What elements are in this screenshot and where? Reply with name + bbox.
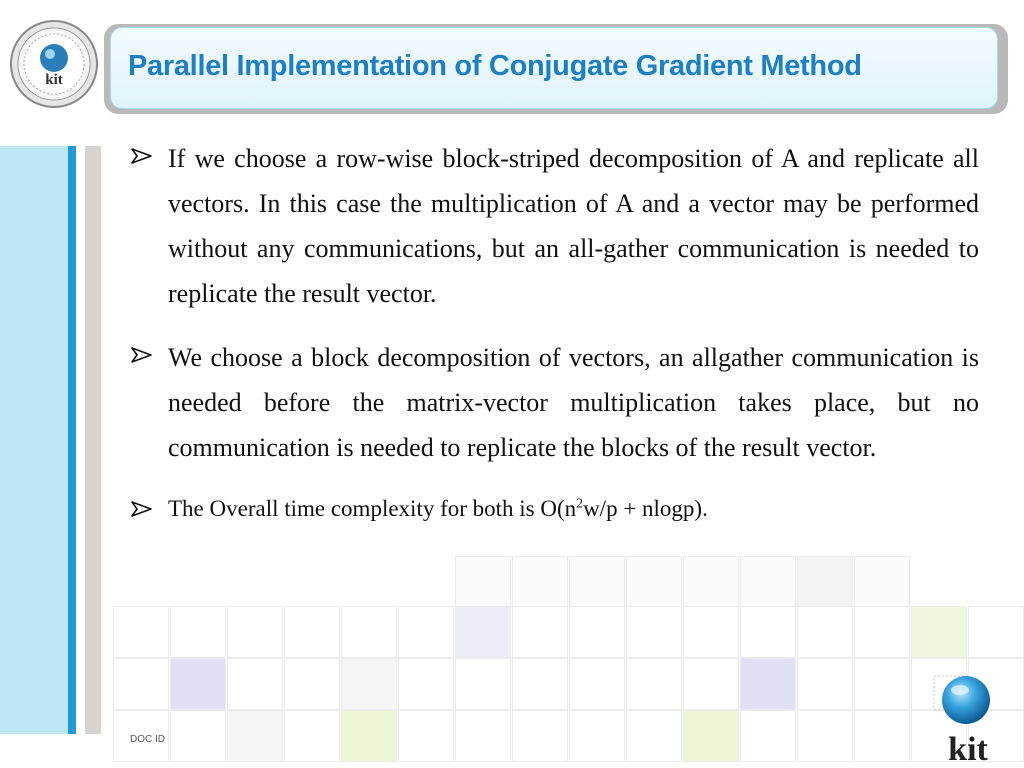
- complexity-text-start: The Overall time complexity for both is O(n: [168, 496, 577, 521]
- grid-cell: [968, 606, 1024, 658]
- bullet-text-3: [168, 493, 979, 525]
- grid-cell: [170, 606, 226, 658]
- svg-text:kit: kit: [45, 72, 63, 88]
- grid-cell: [740, 658, 796, 710]
- institute-seal-logo: [8, 18, 100, 110]
- grid-cell: [341, 606, 397, 658]
- grid-cell: [854, 606, 910, 658]
- grid-cell: [740, 606, 796, 658]
- bullet-item-1: [131, 136, 979, 316]
- slide-title: Parallel Implementation of Conjugate Gradient Method: [128, 50, 862, 82]
- grid-cell: [455, 658, 511, 710]
- grid-cell: [284, 710, 340, 762]
- grid-cell: [911, 606, 967, 658]
- grid-cell: [683, 556, 739, 608]
- grid-cell: [455, 710, 511, 762]
- bullet-item-2: [131, 335, 979, 470]
- grid-cell: [797, 556, 853, 608]
- grid-cell: [797, 710, 853, 762]
- bullet-text-2: We choose a block decomposition of vectors, an allgather communication is needed before the matrix-vector multiplication takes place, but no communication is needed to replicate the blocks of the result vector.: [168, 343, 979, 462]
- grid-cell: [854, 658, 910, 710]
- grid-cell: [569, 556, 625, 608]
- svg-text:kit: kit: [948, 731, 988, 766]
- grid-cell: [398, 710, 454, 762]
- bullet-text-1: If we choose a row-wise block-striped decomposition of A and replicate all vectors. In this case the multiplication of A and a vector may be performed without any communications, but an all-gather communication is needed to replicate the result vector.: [168, 144, 979, 308]
- grid-cell: [740, 710, 796, 762]
- grid-cell: [569, 606, 625, 658]
- grid-cell: [113, 658, 169, 710]
- grid-cell: [227, 658, 283, 710]
- grid-cell: [227, 710, 283, 762]
- grid-cell: [284, 658, 340, 710]
- grid-cell: [512, 658, 568, 710]
- grid-cell: [170, 658, 226, 710]
- grid-cell: [626, 710, 682, 762]
- grid-cell: [569, 658, 625, 710]
- grid-cell: [683, 658, 739, 710]
- grid-cell: [341, 658, 397, 710]
- doc-id-label: DOC ID: [130, 734, 165, 745]
- arrow-bullet-icon: [131, 501, 153, 517]
- left-white-stripe: [76, 146, 85, 734]
- grid-cell: [170, 710, 226, 762]
- left-grey-stripe: [85, 146, 101, 734]
- grid-cell: [797, 606, 853, 658]
- grid-cell: [227, 606, 283, 658]
- grid-cell: [626, 658, 682, 710]
- left-decorative-band: [0, 146, 68, 734]
- arrow-bullet-icon: [131, 347, 153, 363]
- grid-cell: [854, 556, 910, 608]
- grid-cell: [284, 606, 340, 658]
- grid-cell: [512, 556, 568, 608]
- grid-cell: [797, 658, 853, 710]
- grid-cell: [683, 710, 739, 762]
- bullet-item-3: [131, 493, 979, 525]
- grid-cell: [113, 606, 169, 658]
- grid-cell: [455, 606, 511, 658]
- grid-cell: [854, 710, 910, 762]
- grid-cell: [455, 556, 511, 608]
- complexity-superscript: 2: [576, 495, 584, 511]
- grid-cell: [512, 606, 568, 658]
- grid-cell: [626, 556, 682, 608]
- grid-cell: [398, 606, 454, 658]
- arrow-bullet-icon: [131, 148, 153, 164]
- bullet-list: [131, 136, 979, 525]
- complexity-text-end: w/p + nlogp).: [583, 496, 708, 521]
- grid-cell: [683, 606, 739, 658]
- left-blue-stripe: [68, 146, 76, 734]
- grid-cell: [512, 710, 568, 762]
- grid-cell: [740, 556, 796, 608]
- grid-cell: [398, 658, 454, 710]
- grid-cell: [569, 710, 625, 762]
- grid-cell: [626, 606, 682, 658]
- grid-cell: [341, 710, 397, 762]
- kit-logo: [928, 666, 1008, 766]
